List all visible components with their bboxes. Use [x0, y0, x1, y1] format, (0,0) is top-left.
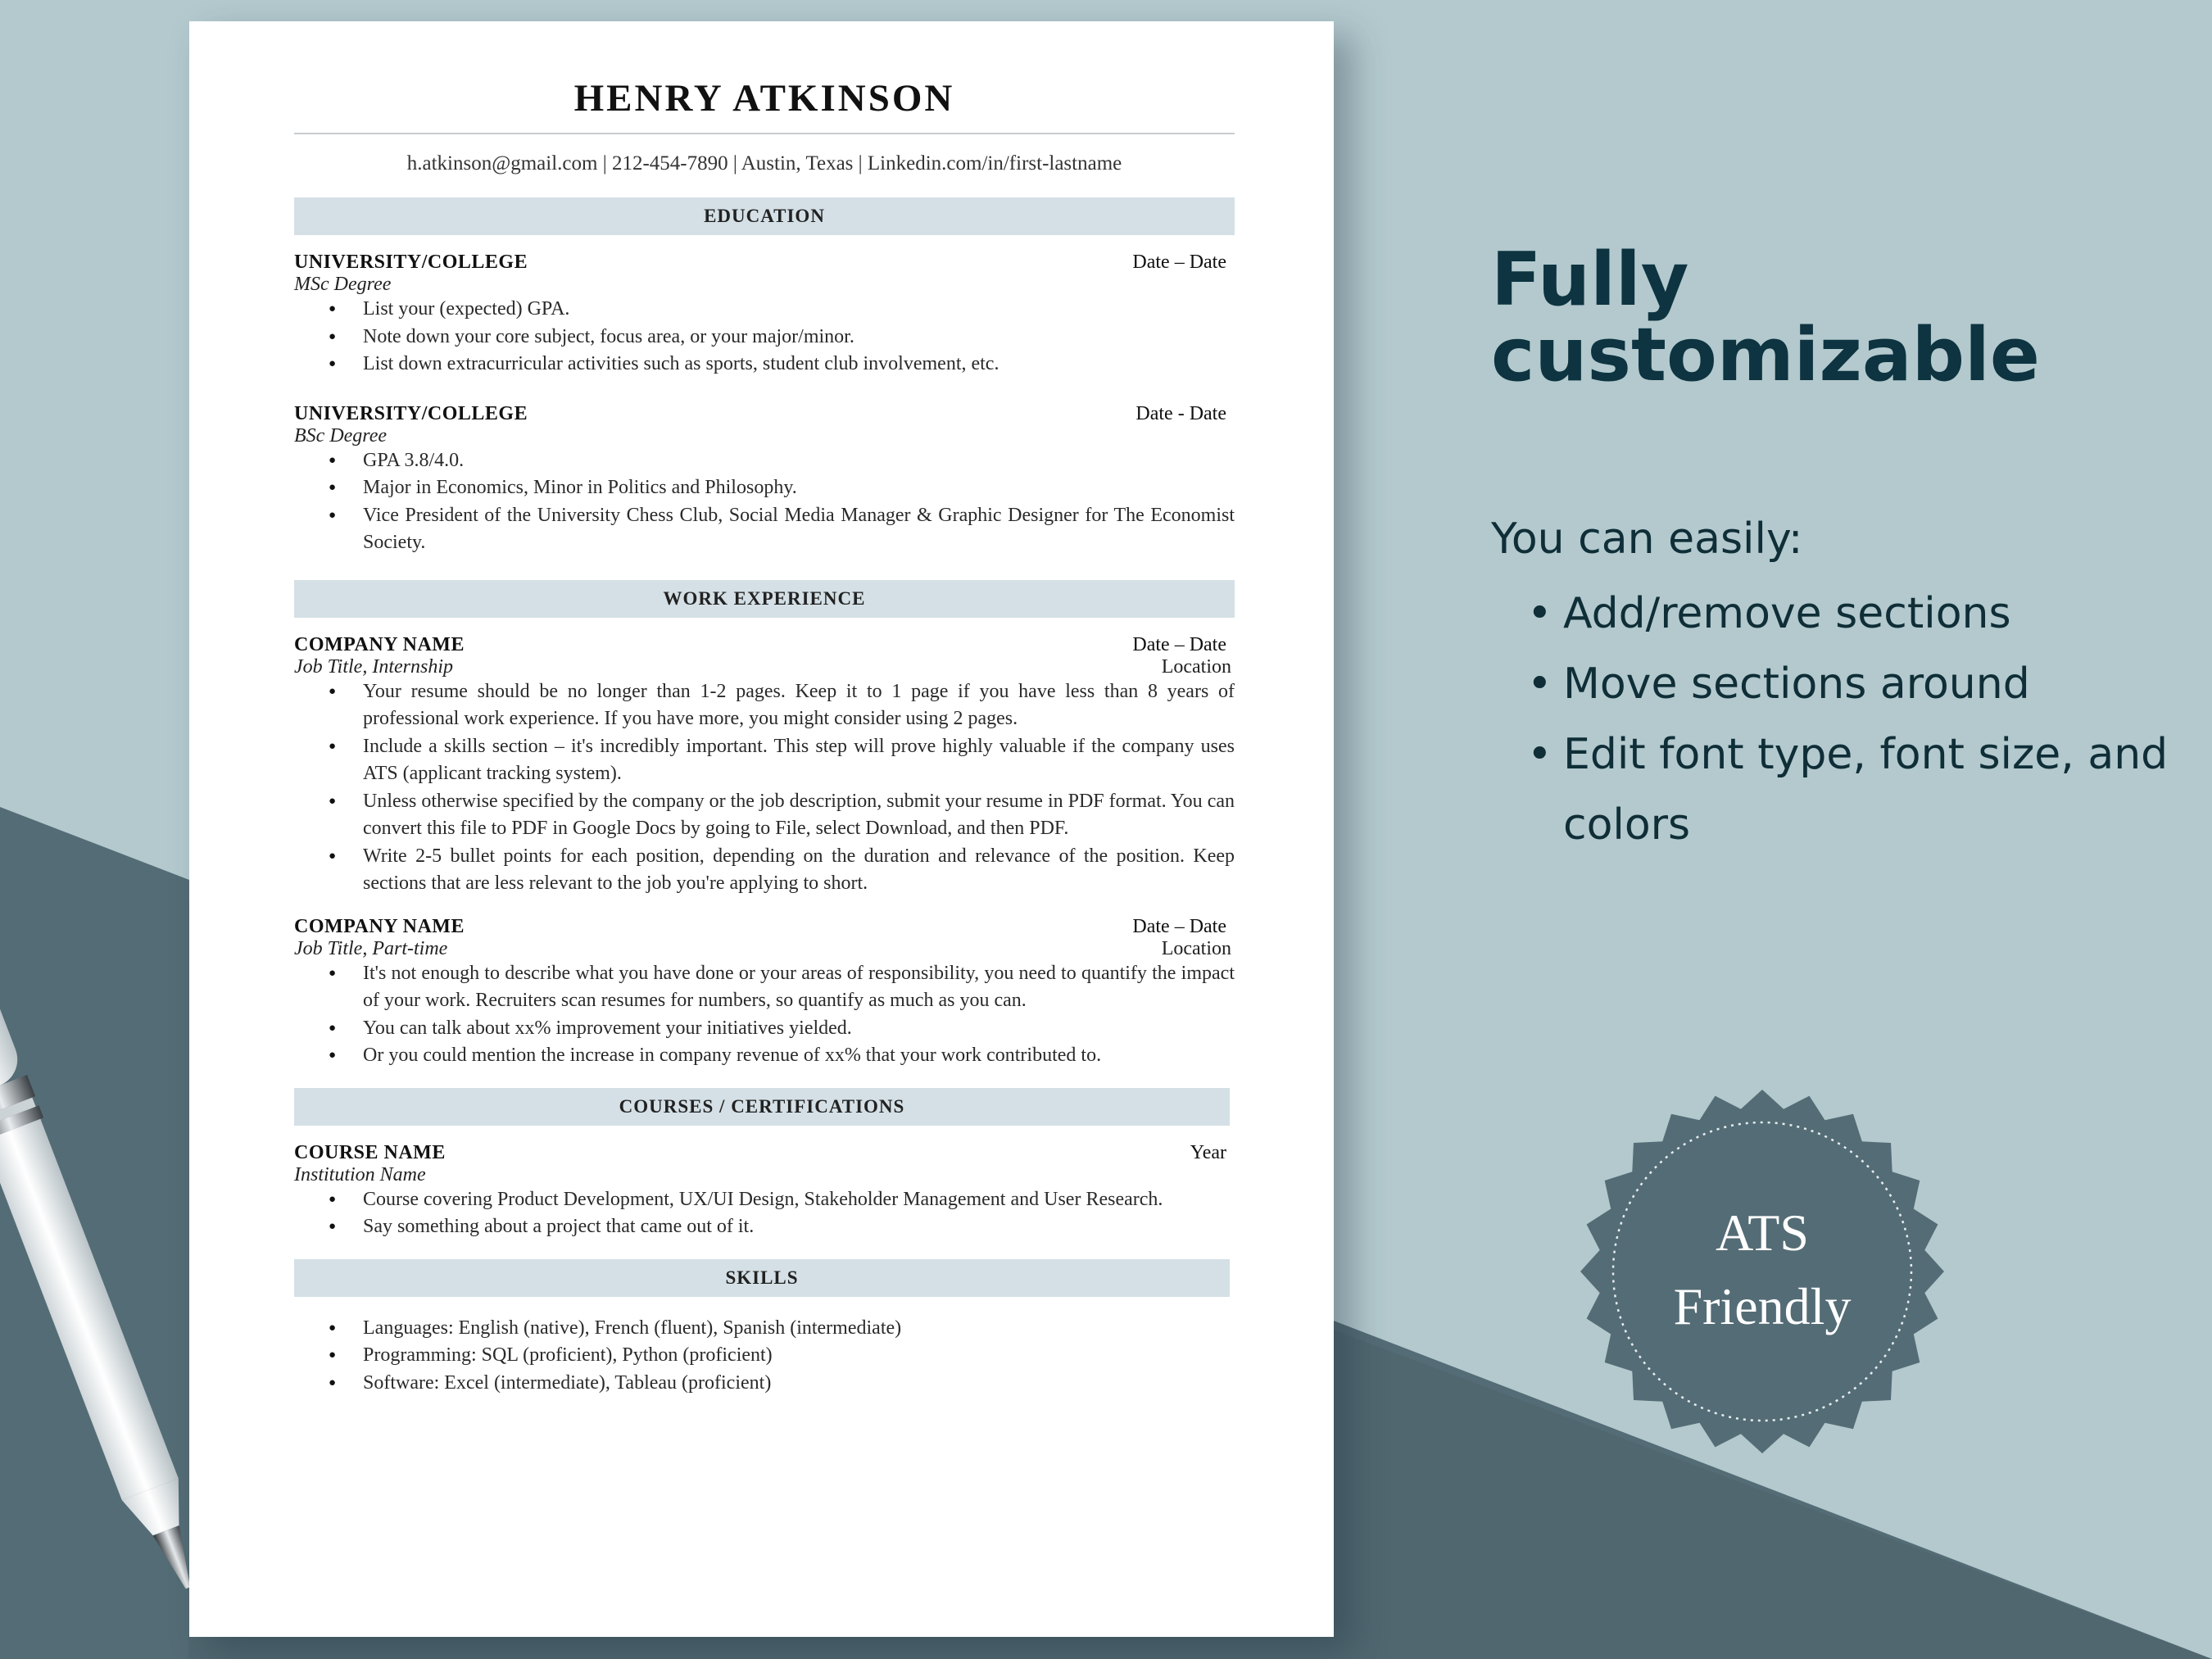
education-heading: EDUCATION — [294, 197, 1235, 235]
bullet-item: ● GPA 3.8/4.0. — [363, 447, 1235, 475]
badge-line: ATS — [1716, 1203, 1809, 1262]
job-location: Location — [1161, 937, 1231, 959]
institution-title: UNIVERSITY/COLLEGE — [294, 402, 528, 424]
company-title: COMPANY NAME — [294, 915, 465, 937]
courses-heading: COURSES / CERTIFICATIONS — [294, 1088, 1230, 1126]
entry-date: Date – Date — [1132, 915, 1226, 937]
institution-name: Institution Name — [294, 1163, 426, 1185]
entry-date: Date – Date — [1132, 252, 1226, 274]
work-heading: WORK EXPERIENCE — [294, 580, 1235, 618]
institution-title: UNIVERSITY/COLLEGE — [294, 252, 528, 274]
entry-date: Date - Date — [1135, 402, 1226, 424]
job-title: Job Title, Part-time — [294, 937, 448, 959]
badge-text — [1577, 1196, 1947, 1344]
resume-content — [294, 21, 1235, 1397]
intro-text: You can easily: — [1491, 514, 1803, 564]
bullet-item: ● List your (expected) GPA. — [363, 296, 1235, 324]
course-title: COURSE NAME — [294, 1141, 446, 1163]
headline-line: customizable — [1491, 312, 2040, 398]
course-entry — [294, 1142, 1235, 1241]
education-entry — [294, 252, 1235, 378]
education-entry — [294, 403, 1235, 557]
contact-line: h.atkinson@gmail.com | 212-454-7890 | Austin, Texas | Linkedin.com/in/first-lastname — [406, 152, 1122, 175]
feature-list — [1491, 578, 2212, 860]
bullet-list — [294, 678, 1235, 898]
skill-item: ● Software: Excel (intermediate), Tableau (proficient) — [363, 1370, 1235, 1398]
bullet-item: ● Include a skills section – it's incredibly important. This step will prove highly valuable if the company uses ATS (applicant tracking system). — [363, 733, 1235, 788]
job-location: Location — [1161, 655, 1231, 678]
badge-line: Friendly — [1673, 1277, 1852, 1335]
bullet-item: ● Write 2-5 bullet points for each position, depending on the duration and relevance of the position. Keep sections that are less relevant to the job you're applying to short. — [363, 843, 1235, 898]
job-title: Job Title, Internship — [294, 655, 453, 678]
bullet-item: ● Or you could mention the increase in company revenue of xx% that your work contributed to. — [363, 1042, 1235, 1070]
skill-item: ● Programming: SQL (proficient), Python (proficient) — [363, 1342, 1235, 1370]
work-entry — [294, 916, 1235, 1070]
feature-item: • Move sections around — [1563, 649, 2212, 719]
bullet-item: ● Note down your core subject, focus area, or your major/minor. — [363, 324, 1235, 351]
bullet-item: ● You can talk about xx% improvement your initiatives yielded. — [363, 1015, 1235, 1043]
degree-label: MSc Degree — [294, 274, 392, 296]
resume-page — [189, 21, 1334, 1637]
headline-line: Fully — [1491, 237, 1689, 323]
skill-item: ● Languages: English (native), French (fluent), Spanish (intermediate) — [363, 1315, 1235, 1343]
entry-date: Date – Date — [1132, 633, 1226, 655]
resume-name: HENRY ATKINSON — [573, 77, 955, 120]
headline — [1491, 237, 2163, 398]
feature-item: • Add/remove sections — [1563, 578, 2212, 649]
bullet-item: ● Say something about a project that came out of it. — [363, 1213, 1235, 1241]
course-year: Year — [1190, 1141, 1226, 1163]
skills-heading: SKILLS — [294, 1259, 1230, 1297]
bullet-list — [294, 447, 1235, 557]
name-divider — [294, 133, 1235, 134]
degree-label: BSc Degree — [294, 424, 388, 446]
bullet-list — [294, 960, 1235, 1070]
bullet-item: ● Your resume should be no longer than 1-2 pages. Keep it to 1 page if you have less than 8 years of professional work experience. If you have more, you might consider using 2 pages. — [363, 678, 1235, 733]
bullet-list — [294, 1186, 1235, 1241]
company-title: COMPANY NAME — [294, 633, 465, 655]
bullet-item: ● Unless otherwise specified by the company or the job description, submit your resume in PDF format. You can convert this file to PDF in Google Docs by going to File, select Download, and then PDF. — [363, 788, 1235, 843]
bullet-item: ● Major in Economics, Minor in Politics and Philosophy. — [363, 474, 1235, 502]
skills-list — [294, 1315, 1235, 1398]
bullet-item: ● It's not enough to describe what you have done or your areas of responsibility, you need to quantify the impact of your work. Recruiters scan resumes for numbers, so quantify as much as you can. — [363, 960, 1235, 1015]
bullet-list — [294, 296, 1235, 378]
bullet-item: ● List down extracurricular activities such as sports, student club involvement, etc. — [363, 351, 1235, 378]
bullet-item: ● Course covering Product Development, UX/UI Design, Stakeholder Management and User Research. — [363, 1186, 1235, 1214]
bullet-item: ● Vice President of the University Chess Club, Social Media Manager & Graphic Designer for The Economist Society. — [363, 502, 1235, 557]
work-entry — [294, 634, 1235, 898]
feature-item: • Edit font type, font size, and colors — [1563, 719, 2212, 860]
